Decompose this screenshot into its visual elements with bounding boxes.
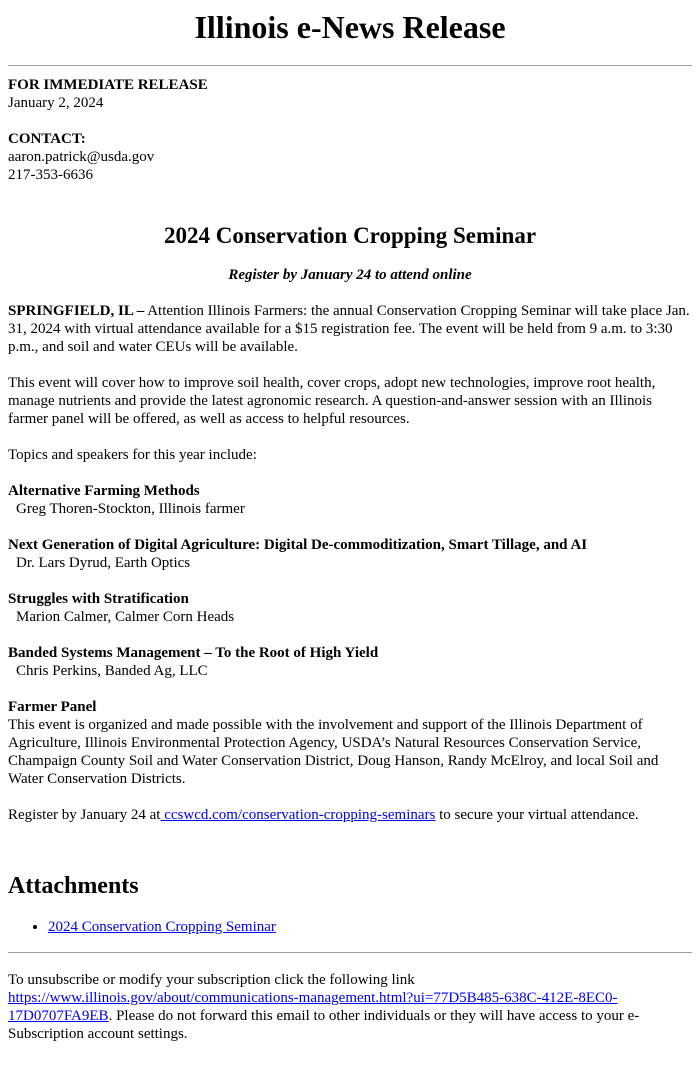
topic-item: [8, 482, 692, 518]
footer-text: [8, 971, 692, 1043]
unsubscribe-link[interactable]: https://www.illinois.gov/about/communications-management.html?ui=77D5B485-638C-412E-8EC0-17D0707FA9EB: [8, 990, 618, 1024]
contact-info: [8, 130, 692, 184]
article-paragraph-1: [8, 302, 692, 356]
topic-speaker: Dr. Lars Dyrud, Earth Optics: [16, 555, 191, 571]
article-dateline: SPRINGFIELD, IL –: [8, 303, 145, 319]
contact-email: aaron.patrick@usda.gov: [8, 149, 155, 165]
attachments-heading: Attachments: [8, 873, 139, 899]
attachment-link[interactable]: 2024 Conservation Cropping Seminar: [48, 919, 276, 935]
topic-item: [8, 536, 692, 572]
footer-divider: [8, 952, 692, 953]
farmer-panel-title: Farmer Panel: [8, 699, 97, 715]
farmer-panel-text: This event is organized and made possible with the involvement and support of the Illinois Department of Agriculture, Illinois Environmental Protection Agency, USDA’s Natural Resources Conservation Service, Champaign County Soil and Water Conservation District, Doug Hanson, Randy McElroy, and local Soil and Water Conservation Districts.: [8, 717, 659, 787]
attachments-list: [8, 918, 692, 936]
footer-text-1: To unsubscribe or modify your subscription click the following link: [8, 972, 415, 988]
header-divider: [8, 65, 692, 66]
release-info: [8, 76, 692, 112]
topics-intro: Topics and speakers for this year include:: [8, 447, 257, 463]
topic-speaker: Chris Perkins, Banded Ag, LLC: [16, 663, 208, 679]
page-title: Illinois e-News Release: [194, 9, 506, 45]
attachment-item: [48, 918, 692, 936]
register-link[interactable]: ccswcd.com/conservation-cropping-seminars: [160, 807, 436, 823]
release-date: January 2, 2024: [8, 95, 104, 111]
article-subtitle: Register by January 24 to attend online: [228, 267, 472, 283]
topic-item: [8, 644, 692, 680]
contact-label: CONTACT:: [8, 131, 86, 147]
register-prefix: Register by January 24 at: [8, 807, 161, 823]
release-label: FOR IMMEDIATE RELEASE: [8, 77, 208, 93]
topic-title: Next Generation of Digital Agriculture: Digital De-commoditization, Smart Tillage, and AI: [8, 537, 588, 553]
topic-title: Struggles with Stratification: [8, 591, 189, 607]
article-title: 2024 Conservation Cropping Seminar: [163, 223, 537, 248]
topic-speaker: Marion Calmer, Calmer Corn Heads: [16, 609, 235, 625]
article-paragraph-2: This event will cover how to improve soil health, cover crops, adopt new technologies, improve root health, manage nutrients and provide the latest agronomic research. A question-and-answer session with an Illinois farmer panel will be offered, as well as access to helpful resources.: [8, 375, 656, 427]
register-paragraph: [8, 806, 692, 824]
contact-phone: 217-353-6636: [8, 167, 93, 183]
article-paragraph-1-text: Attention Illinois Farmers: the annual Conservation Cropping Seminar will take place Jan. 31, 2024 with virtual attendance available for a $15 registration fee. The event will be held from 9 a.m. to 3:30 p.m., and soil and water CEUs will be available.: [8, 303, 690, 355]
topic-speaker: Greg Thoren-Stockton, Illinois farmer: [16, 501, 245, 517]
topic-title: Alternative Farming Methods: [8, 483, 200, 499]
footer-text-2: . Please do not forward this email to other individuals or they will have access to your e-Subscription account settings.: [8, 1008, 640, 1042]
topic-title: Banded Systems Management – To the Root of High Yield: [8, 645, 379, 661]
register-suffix: to secure your virtual attendance.: [435, 807, 639, 823]
farmer-panel: [8, 698, 692, 788]
topic-item: [8, 590, 692, 626]
